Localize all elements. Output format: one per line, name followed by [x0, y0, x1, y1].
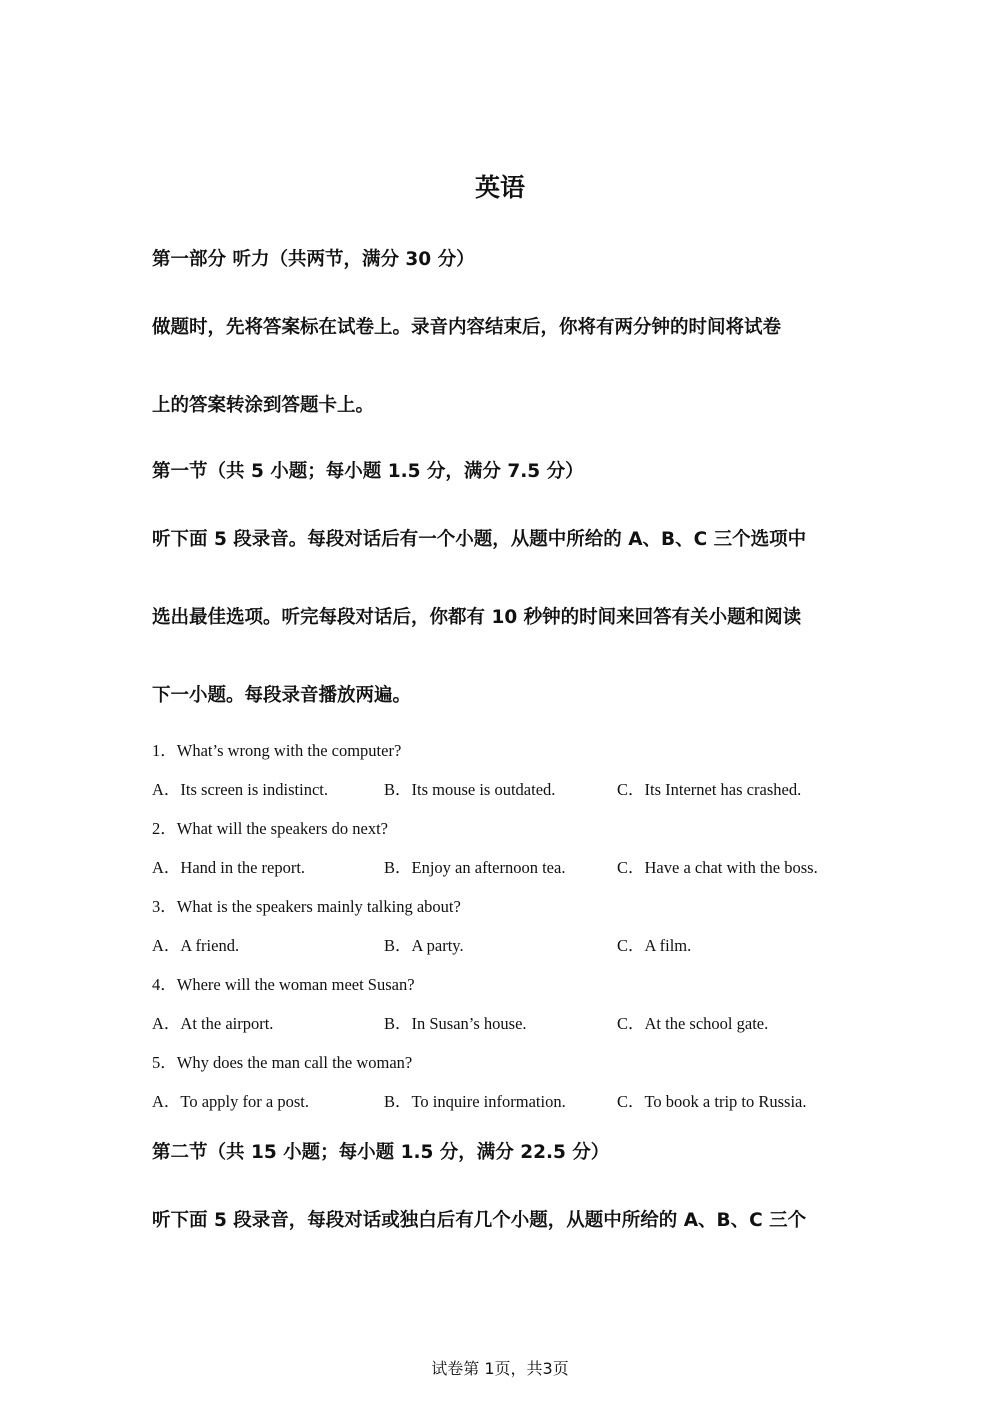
section1-instruction-line-3: 下一小题。每段录音播放两遍。 — [152, 685, 412, 706]
question-2: 2．What will the speakers do next? — [152, 819, 388, 838]
question-3-option-a: A．A friend. — [152, 936, 240, 955]
question-4-option-c: C．At the school gate. — [617, 1014, 769, 1033]
section1-instruction-line-2: 选出最佳选项。听完每段对话后，你都有 10 秒钟的时间来回答有关小题和阅读 — [152, 607, 802, 628]
section1-heading: 第一节（共 5 小题；每小题 1.5 分，满分 7.5 分） — [152, 461, 584, 482]
question-3-option-b: B．A party. — [384, 936, 464, 955]
question-1: 1．What’s wrong with the computer? — [152, 741, 402, 760]
question-4-option-a: A．At the airport. — [152, 1014, 274, 1033]
question-2-option-a: A．Hand in the report. — [152, 858, 306, 877]
question-1-option-a: A．Its screen is indistinct. — [152, 780, 328, 799]
question-5-option-b: B．To inquire information. — [384, 1092, 566, 1111]
question-2-option-b: B．Enjoy an afternoon tea. — [384, 858, 566, 877]
question-5-option-c: C．To book a trip to Russia. — [617, 1092, 807, 1111]
question-4-option-b: B．In Susan’s house. — [384, 1014, 527, 1033]
question-3-option-c: C．A film. — [617, 936, 692, 955]
question-4: 4．Where will the woman meet Susan? — [152, 975, 415, 994]
page-footer: 试卷第 1页，共3页 — [431, 1359, 569, 1378]
question-2-option-c: C．Have a chat with the boss. — [617, 858, 818, 877]
part1-instruction-line-1: 做题时，先将答案标在试卷上。录音内容结束后，你将有两分钟的时间将试卷 — [152, 317, 782, 338]
question-5: 5．Why does the man call the woman? — [152, 1053, 413, 1072]
page-title: 英语 — [474, 173, 525, 202]
part1-heading: 第一部分 听力（共两节，满分 30 分） — [152, 249, 475, 270]
question-1-option-c: C．Its Internet has crashed. — [617, 780, 802, 799]
question-1-option-b: B．Its mouse is outdated. — [384, 780, 556, 799]
section2-instruction-line-1: 听下面 5 段录音，每段对话或独白后有几个小题，从题中所给的 A、B、C 三个 — [152, 1210, 807, 1231]
section1-instruction-line-1: 听下面 5 段录音。每段对话后有一个小题，从题中所给的 A、B、C 三个选项中 — [152, 529, 807, 550]
question-5-option-a: A．To apply for a post. — [152, 1092, 309, 1111]
section2-heading: 第二节（共 15 小题；每小题 1.5 分，满分 22.5 分） — [152, 1142, 610, 1163]
part1-instruction-line-2: 上的答案转涂到答题卡上。 — [152, 395, 375, 416]
question-3: 3．What is the speakers mainly talking about? — [152, 897, 461, 916]
